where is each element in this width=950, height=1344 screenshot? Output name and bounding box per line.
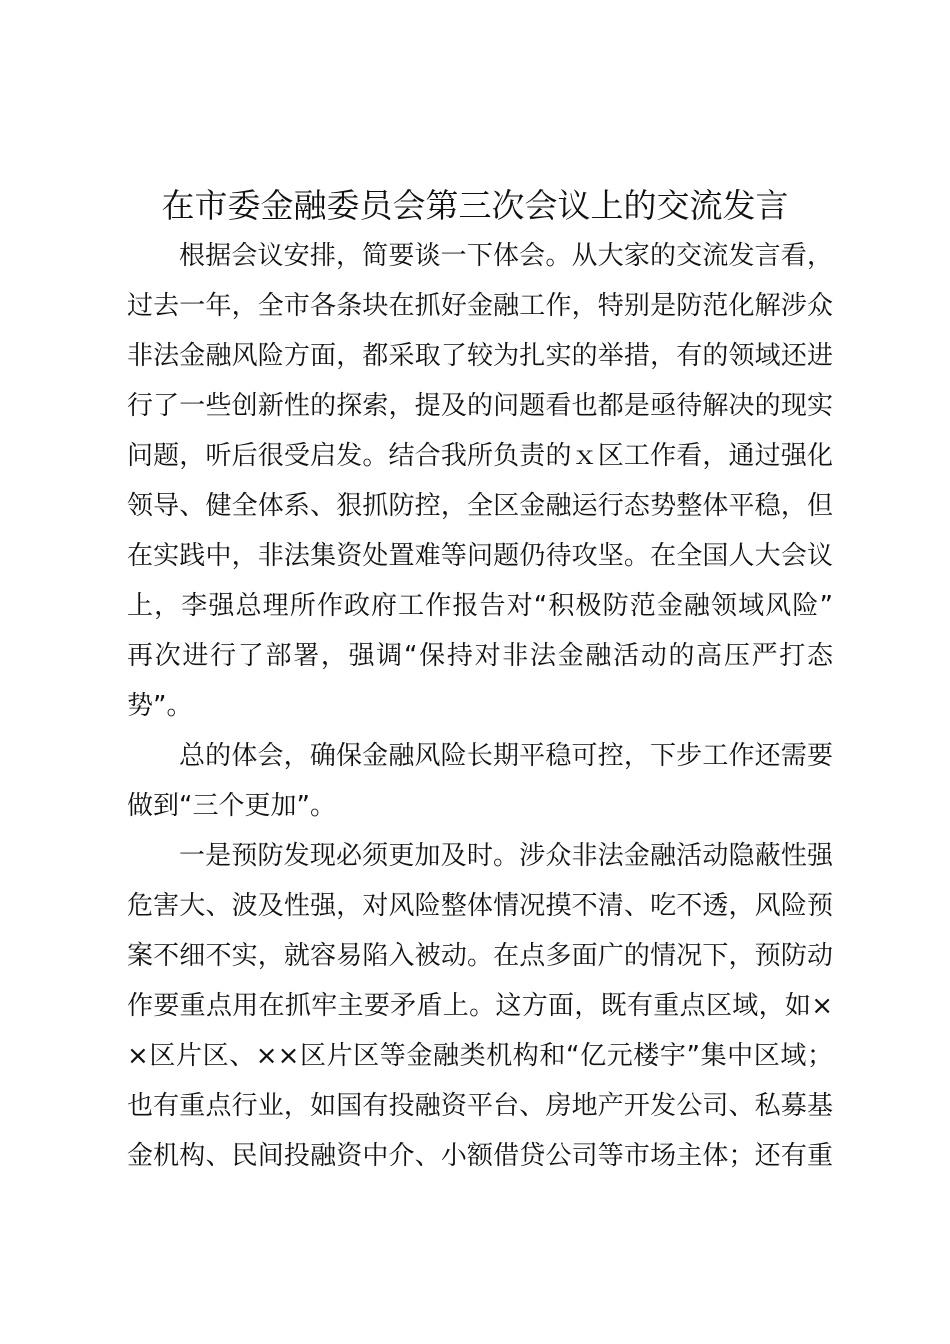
text-line: 危害大、波及性强，对风险整体情况摸不清、吃不透，风险预	[127, 891, 833, 921]
text-line: ×区片区、××区片区等金融类机构和“亿元楼宇”集中区域；	[127, 1041, 833, 1071]
text-line: 金机构、民间投融资中介、小额借贷公司等市场主体；还有重	[127, 1141, 833, 1171]
text-line: 过去一年，全市各条块在抓好金融工作，特别是防范化解涉众	[127, 291, 833, 321]
text-line: 也有重点行业，如国有投融资平台、房地产开发公司、私募基	[127, 1091, 833, 1121]
text-line: 行了一些创新性的探索，提及的问题看也都是亟待解决的现实	[127, 391, 833, 421]
text-line: 非法金融风险方面，都采取了较为扎实的举措，有的领域还进	[127, 341, 833, 371]
text-line: 在实践中，非法集资处置难等问题仍待攻坚。在全国人大会议	[127, 541, 833, 571]
text-line: 作要重点用在抓牢主要矛盾上。这方面，既有重点区域，如×	[127, 991, 833, 1021]
paragraph-2	[127, 731, 833, 831]
paragraph-3	[127, 831, 833, 1181]
text-line: 上，李强总理所作政府工作报告对“积极防范金融领域风险”	[127, 591, 833, 621]
text-line: 根据会议安排，简要谈一下体会。从大家的交流发言看，	[179, 241, 833, 271]
text-line: 案不细不实，就容易陷入被动。在点多面广的情况下，预防动	[127, 941, 833, 971]
text-line: 领导、健全体系、狠抓防控，全区金融运行态势整体平稳，但	[127, 491, 833, 521]
text-line: 势”。	[127, 691, 193, 721]
paragraph-1	[127, 231, 833, 731]
text-line: 一是预防发现必须更加及时。涉众非法金融活动隐蔽性强	[179, 841, 833, 871]
text-line: 问题，听后很受启发。结合我所负责的ｘ区工作看，通过强化	[127, 441, 833, 471]
text-line: 做到“三个更加”。	[127, 791, 336, 821]
document-title: 在市委金融委员会第三次会议上的交流发言	[161, 186, 789, 225]
text-line: 总的体会，确保金融风险长期平稳可控，下步工作还需要	[179, 741, 833, 771]
document-body	[127, 231, 833, 1181]
text-line: 再次进行了部署，强调“保持对非法金融活动的高压严打态	[127, 641, 833, 671]
